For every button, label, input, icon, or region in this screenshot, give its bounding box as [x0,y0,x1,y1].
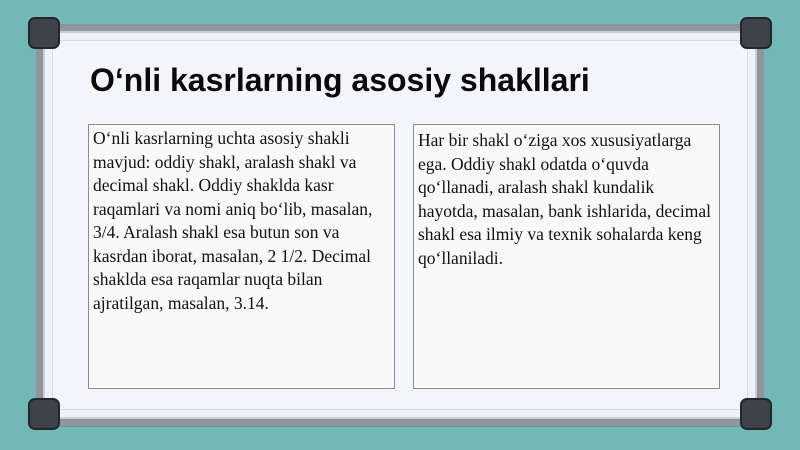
frame-corner-top-right [740,17,772,49]
frame-corner-bottom-left [28,398,60,430]
slide-title: O‘nli kasrlarning asosiy shakllari [90,62,590,98]
frame-corner-top-left [28,17,60,49]
left-text-box[interactable]: O‘nli kasrlarning uchta asosiy shakli mavjud: oddiy shakl, aralash shakl va decimal shakl. Oddiy shaklda kasr raqamlari va nomi aniq bo‘lib, masalan, 3/4. Aralash shakl esa butun son va kasrdan iborat, masalan, 2 1/2. Decimal shaklda esa raqamlar nuqta bilan ajratilgan, masalan, 3.14. [88,124,395,389]
right-text-box[interactable]: Har bir shakl o‘ziga xos xususiyatlarga ega. Oddiy shakl odatda o‘quvda qo‘llanadi, aralash shakl kundalik hayotda, masalan, bank ishlarida, decimal shakl esa ilmiy va texnik sohalarda keng qo‘llaniladi. [413,124,720,389]
frame-corner-bottom-right [740,398,772,430]
